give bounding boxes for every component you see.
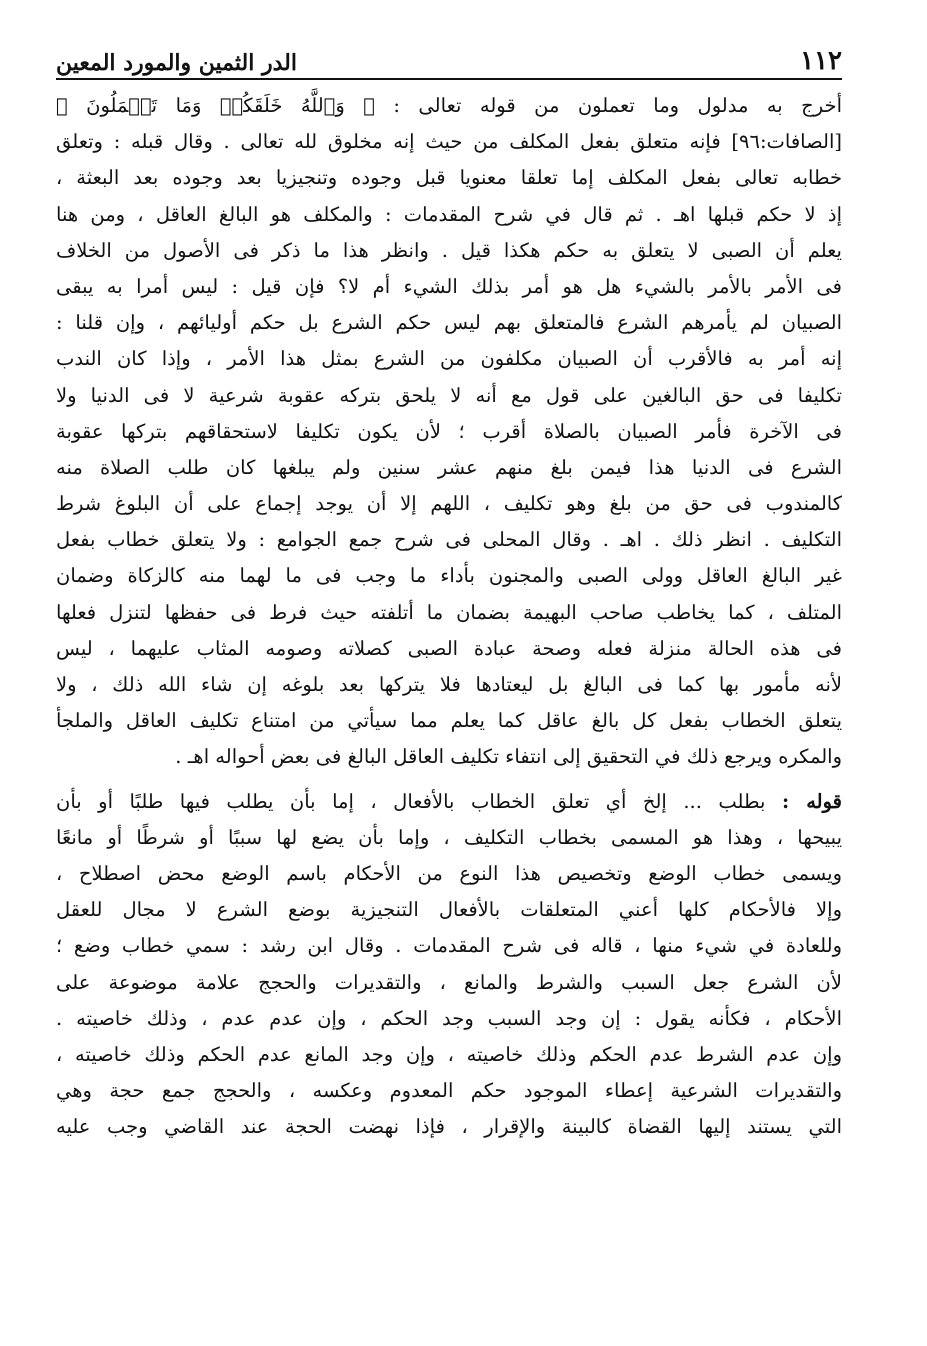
text-line: لأنه مأمور بها كما فى البالغ بل ليعتادها فلا يتركها بعد بلوغه إن شاء الله ذلك ، ولا [56, 673, 842, 696]
text-line: [الصافات:٩٦] فإنه متعلق بفعل المكلف من حيث إنه مخلوق لله تعالى . وقال قبله : وتعلق [56, 130, 842, 154]
text-line: الصبيان لم يأمرهم الشرع فالمتعلق بهم ليس حكم الشرع بل حكم أوليائهم ، وإن قلنا : [56, 311, 842, 335]
text-line: غير البالغ العاقل وولى الصبى والمجنون بأداء ما وجب فى ما لهما منه كالزكاة وضمان [56, 564, 842, 588]
lead-line-text: بطلب ... إلخ أي تعلق الخطاب بالأفعال ، إما بأن يطلب فيها طلبًا أو بأن [56, 789, 766, 813]
page-header [56, 30, 842, 80]
text-line: إنه أمر به فالأقرب أن الصبيان مكلفون من الشرع بمثل هذا الأمر ، وإذا كان الندب [56, 347, 842, 371]
paragraph-commentary-quote [56, 88, 842, 776]
text-line: والتقديرات الشرعية إعطاء الموجود حكم المعدوم وعكسه ، والحجج جمع حجة وهي [56, 1079, 842, 1103]
text-line: يعلم أن الصبى لا يتعلق به حكم هكذا قيل . وانظر هذا ما ذكر فى الأصول من الخلاف [56, 238, 842, 262]
text-line: فى الآخرة فأمر الصبيان بالصلاة أقرب ؛ لأن يكون تكليفا لاستحقاقهم بتركها عقوبة [56, 419, 842, 443]
text-line [56, 784, 842, 820]
text-line: فى هذه الحالة منزلة فعله وصحة عبادة الصبى كصلاته وصومه المثاب عليهما ، ليس [56, 636, 842, 660]
text-line: والمكره ويرجع ذلك في التحقيق إلى انتفاء تكليف العاقل البالغ فى بعض أحواله اهـ . [175, 745, 842, 769]
text-line: وإلا فالأحكام كلها أعني المتعلقات بالأفعال التنجيزية بوضع الشرع لا مجال للعقل [56, 898, 842, 922]
body-text [56, 88, 842, 1145]
text-line: خطابه تعالى بفعل المكلف إما تعلقا معنويا قبل وجوده وتنجيزيا بعد وجوده بعد البعثة ، [56, 166, 842, 190]
text-line: الشرع فى الدنيا هذا فيمن بلغ منهم عشر سنين ولم يبلغها كان طلب الصلاة منه [56, 455, 842, 479]
text-line: يبيحها ، وهذا هو المسمى بخطاب التكليف ، وإما بأن يضع لها سببًا أو شرطًا أو مانعًا [56, 825, 842, 849]
page-number: ١١٢ [800, 46, 842, 76]
text-line: وللعادة في شيء منها ، قاله فى شرح المقدمات . وقال ابن رشد : سمي خطاب وضع ؛ [56, 934, 842, 958]
text-line: كالمندوب فى حق من بلغ وهو تكليف ، اللهم إلا أن يوجد إجماع على أن البلوغ شرط [56, 492, 842, 516]
running-title: الدر الثمين والمورد المعين [56, 50, 298, 76]
text-line: فى الأمر بالأمر بالشيء هل هو أمر بذلك الشيء أم لا؟ فإن قيل : ليس أمرا به يبقى [56, 274, 842, 298]
lead-label: قوله : [781, 789, 842, 813]
text-line: الأحكام ، فكأنه يقول : إن وجد السبب وجد الحكم ، وإن عدم عدم ، وذلك خاصيته . [56, 1006, 842, 1030]
text-line: ويسمى خطاب الوضع وتخصيص هذا النوع من الأحكام باسم الوضع محض اصطلاح ، [56, 861, 842, 885]
book-page [56, 30, 842, 1320]
text-line: التكليف . انظر ذلك . اهـ . وقال المحلى فى شرح جمع الجوامع : ولا يتعلق خطاب بفعل [56, 528, 842, 552]
text-line: المتلف ، كما يخاطب صاحب البهيمة بضمان ما أتلفته حيث فرط فى حفظها لتنزل فعلها [56, 600, 842, 624]
text-line: يتعلق الخطاب بفعل كل بالغ عاقل كما يعلم مما سيأتي من امتناع تكليف العاقل والملجأ [56, 709, 842, 733]
text-line: وإن عدم الشرط عدم الحكم وذلك خاصيته ، وإن وجد المانع عدم الحكم وذلك خاصيته ، [56, 1042, 842, 1066]
text-line: تكليفا فى حق البالغين على قول مع أنه لا يلحق بتركه عقوبة شرعية لا فى الدنيا ولا [56, 383, 842, 407]
text-line: أخرج به مدلول وما تعملون من قوله تعالى : ﴿ وَٱللَّهُ خَلَقَكُمۡ وَمَا تَعۡمَلُونَ ﴾ [56, 94, 842, 117]
text-line: التي يستند إليها القضاة كالبينة والإقرار ، فإذا نهضت الحجة عند القاضي وجب عليه [56, 1115, 842, 1139]
text-line: إذ لا حكم قبلها اهـ . ثم قال في شرح المقدمات : والمكلف هو البالغ العاقل ، ومن هنا [56, 202, 842, 226]
text-line: لأن الشرع جعل السبب والشرط والمانع ، والتقديرات والحجج علامة موضوعة على [56, 970, 842, 994]
paragraph-qawluhu [56, 784, 842, 1146]
